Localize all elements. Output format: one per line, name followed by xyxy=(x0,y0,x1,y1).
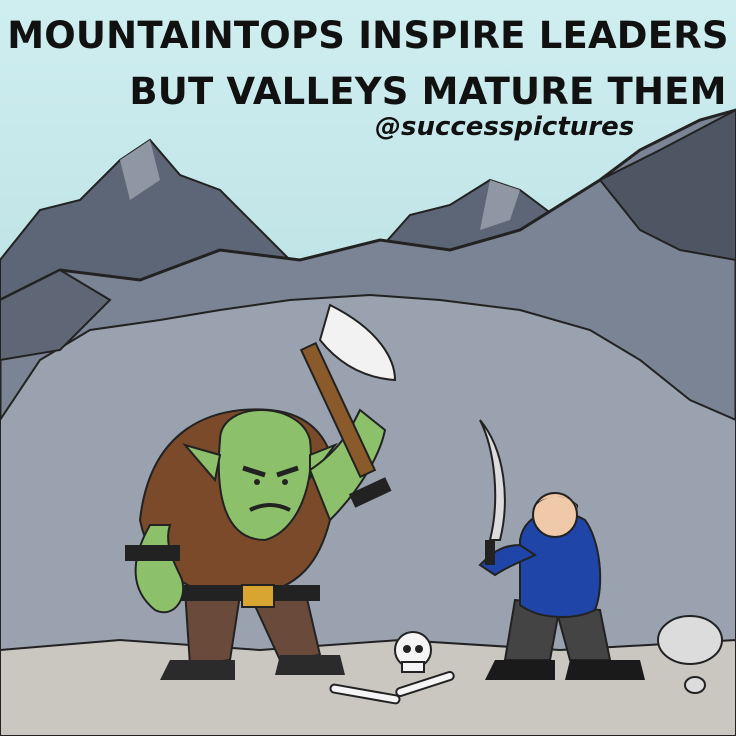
headline-line-1: MOUNTAINTOPS INSPIRE LEADERS xyxy=(7,14,729,57)
headline-line-2: BUT VALLEYS MATURE THEM xyxy=(129,70,727,113)
ground xyxy=(0,640,736,736)
watermark-handle: @successpictures xyxy=(375,112,635,142)
